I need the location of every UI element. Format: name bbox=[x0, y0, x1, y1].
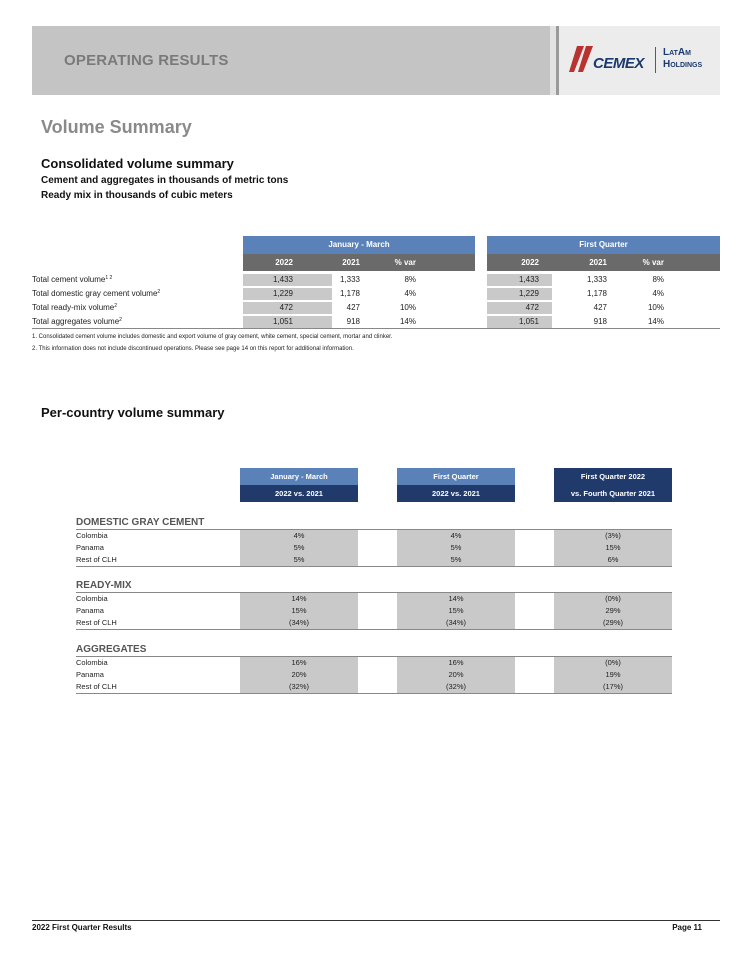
table-row bbox=[76, 593, 672, 605]
value-cell: 16% bbox=[397, 657, 515, 669]
country-label: Colombia bbox=[76, 531, 108, 540]
footer-report-name: 2022 First Quarter Results bbox=[32, 923, 132, 932]
value-cell: (3%) bbox=[554, 530, 672, 542]
page-title: Volume Summary bbox=[41, 117, 192, 137]
value-cell: 1,433 bbox=[272, 275, 293, 284]
value-cell: 8% bbox=[404, 275, 416, 284]
value-cell: (29%) bbox=[554, 617, 672, 629]
col-2021: 2021 bbox=[589, 258, 607, 267]
value-cell: 15% bbox=[554, 542, 672, 554]
value-cell: 472 bbox=[279, 303, 293, 312]
value-cell: 1,333 bbox=[339, 275, 360, 284]
value-cell: (0%) bbox=[554, 657, 672, 669]
value-cell: 5% bbox=[397, 542, 515, 554]
header-band bbox=[32, 26, 720, 95]
table-row bbox=[76, 617, 672, 629]
country-label: Panama bbox=[76, 606, 104, 615]
footer-page-number: Page 11 bbox=[672, 923, 702, 932]
value-cell: 14% bbox=[647, 317, 664, 326]
consolidated-heading: Consolidated volume summary bbox=[41, 156, 234, 171]
category-heading: READY-MIX bbox=[76, 580, 132, 591]
row-label: Total cement volume$^{1 2}$ bbox=[32, 275, 113, 284]
value-cell: 427 bbox=[346, 303, 360, 312]
category-bottom-rule bbox=[76, 629, 672, 630]
table-row bbox=[76, 554, 672, 566]
per-country-heading: Per-country volume summary bbox=[41, 405, 225, 420]
category-bottom-rule bbox=[76, 566, 672, 567]
year-header-group-2 bbox=[487, 254, 720, 271]
value-cell: 4% bbox=[652, 289, 664, 298]
table-row bbox=[32, 288, 720, 300]
column-header-bottom: vs. Fourth Quarter 2021 bbox=[554, 485, 672, 502]
consolidated-subheading-2: Ready mix in thousands of cubic meters bbox=[41, 190, 233, 201]
country-label: Panama bbox=[76, 543, 104, 552]
table-row bbox=[32, 316, 720, 328]
value-cell: 29% bbox=[554, 605, 672, 617]
value-cell: 4% bbox=[397, 530, 515, 542]
table-row bbox=[32, 302, 720, 314]
category-bottom-rule bbox=[76, 693, 672, 694]
period-header-jan-mar: January - March bbox=[243, 236, 475, 254]
value-cell: 1,229 bbox=[272, 289, 293, 298]
country-label: Rest of CLH bbox=[76, 682, 117, 691]
category-heading: AGGREGATES bbox=[76, 644, 147, 655]
value-cell: (0%) bbox=[554, 593, 672, 605]
country-label: Rest of CLH bbox=[76, 618, 117, 627]
column-header-bottom: 2022 vs. 2021 bbox=[397, 485, 515, 502]
value-cell: 6% bbox=[554, 554, 672, 566]
value-cell: 1,178 bbox=[339, 289, 360, 298]
period-header-first-quarter: First Quarter bbox=[487, 236, 720, 254]
value-cell: (34%) bbox=[240, 617, 358, 629]
value-cell: 19% bbox=[554, 669, 672, 681]
value-cell: 4% bbox=[240, 530, 358, 542]
value-cell: 14% bbox=[399, 317, 416, 326]
col-2022: 2022 bbox=[521, 258, 539, 267]
footer-rule bbox=[32, 920, 720, 921]
column-header-top: January - March bbox=[240, 468, 358, 485]
value-cell: 1,333 bbox=[586, 275, 607, 284]
value-cell: 1,051 bbox=[272, 317, 293, 326]
value-cell: 918 bbox=[593, 317, 607, 326]
table-row bbox=[76, 669, 672, 681]
row-label: Total domestic gray cement volume$^2$ bbox=[32, 289, 161, 298]
logo-cemex-text: CEMEX bbox=[593, 55, 644, 72]
table-row bbox=[76, 530, 672, 542]
value-cell: 14% bbox=[397, 593, 515, 605]
row-label: Total aggregates volume$^2$ bbox=[32, 317, 122, 326]
column-header-quarter-vs-quarter bbox=[554, 468, 672, 502]
category-heading: DOMESTIC GRAY CEMENT bbox=[76, 517, 205, 528]
value-cell: 8% bbox=[652, 275, 664, 284]
column-header-top: First Quarter 2022 bbox=[554, 468, 672, 485]
table-row bbox=[76, 681, 672, 693]
value-cell: (32%) bbox=[397, 681, 515, 693]
table-row bbox=[32, 274, 720, 286]
country-label: Colombia bbox=[76, 594, 108, 603]
table-bottom-rule bbox=[32, 328, 720, 329]
table-row bbox=[76, 605, 672, 617]
value-cell: 1,229 bbox=[518, 289, 539, 298]
value-cell: 20% bbox=[240, 669, 358, 681]
column-header-first-quarter bbox=[397, 468, 515, 502]
value-cell: 5% bbox=[240, 542, 358, 554]
country-label: Panama bbox=[76, 670, 104, 679]
country-label: Rest of CLH bbox=[76, 555, 117, 564]
value-cell: 5% bbox=[240, 554, 358, 566]
footnote-2: 2. This information does not include discontinued operations. Please see page 14 on this report for additional information. bbox=[32, 346, 354, 352]
table-row bbox=[76, 657, 672, 669]
logo-latam-line2: Holdings bbox=[663, 59, 703, 70]
column-header-jan-mar bbox=[240, 468, 358, 502]
value-cell: 16% bbox=[240, 657, 358, 669]
logo-latam-text bbox=[663, 47, 702, 71]
footnote-1: 1. Consolidated cement volume includes domestic and export volume of gray cement, white cement, special cement, mortar and clinker. bbox=[32, 334, 393, 340]
value-cell: 1,178 bbox=[586, 289, 607, 298]
row-label: Total ready-mix volume$^2$ bbox=[32, 303, 118, 312]
col-2022: 2022 bbox=[275, 258, 293, 267]
country-label: Colombia bbox=[76, 658, 108, 667]
value-cell: 427 bbox=[593, 303, 607, 312]
company-logo bbox=[559, 26, 720, 95]
column-header-top: First Quarter bbox=[397, 468, 515, 485]
value-cell: 1,433 bbox=[518, 275, 539, 284]
col-var: % var bbox=[642, 258, 664, 267]
logo-latam-line1: LatAm bbox=[663, 47, 691, 58]
value-cell: 1,051 bbox=[518, 317, 539, 326]
column-header-bottom: 2022 vs. 2021 bbox=[240, 485, 358, 502]
value-cell: 20% bbox=[397, 669, 515, 681]
col-2021: 2021 bbox=[342, 258, 360, 267]
value-cell: 5% bbox=[397, 554, 515, 566]
header-title: OPERATING RESULTS bbox=[64, 52, 229, 69]
value-cell: 4% bbox=[404, 289, 416, 298]
value-cell: 918 bbox=[346, 317, 360, 326]
value-cell: 472 bbox=[525, 303, 539, 312]
value-cell: (32%) bbox=[240, 681, 358, 693]
logo-divider bbox=[655, 47, 656, 73]
value-cell: 10% bbox=[399, 303, 416, 312]
value-cell: 15% bbox=[397, 605, 515, 617]
value-cell: 14% bbox=[240, 593, 358, 605]
value-cell: (34%) bbox=[397, 617, 515, 629]
value-cell: 15% bbox=[240, 605, 358, 617]
year-header-group-1 bbox=[243, 254, 475, 271]
value-cell: (17%) bbox=[554, 681, 672, 693]
value-cell: 10% bbox=[647, 303, 664, 312]
col-var: % var bbox=[394, 258, 416, 267]
consolidated-subheading-1: Cement and aggregates in thousands of metric tons bbox=[41, 175, 289, 186]
table-row bbox=[76, 542, 672, 554]
